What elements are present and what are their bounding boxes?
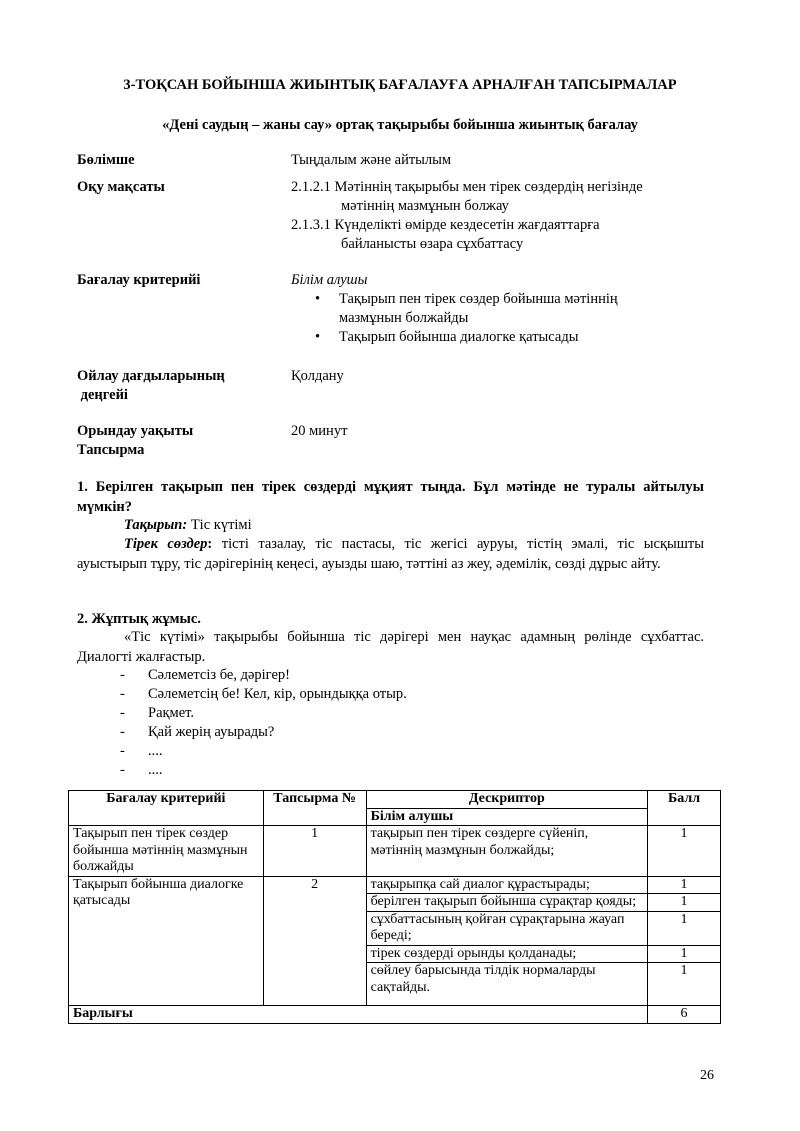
header-task: Тапсырма № (263, 791, 366, 826)
dash-mark: - (120, 667, 125, 683)
dash-mark: - (120, 724, 125, 740)
score-cell: 1 (648, 876, 721, 894)
criteria-1-line-1: Тақырып пен тірек сөздер бойынша мәтіннің (339, 291, 618, 307)
rubric-table (68, 790, 721, 1024)
dash-mark: - (120, 705, 125, 721)
descriptor-cell: берілген тақырып бойынша сұрақтар қояды; (366, 894, 648, 912)
time-label (77, 422, 193, 460)
criteria-1-line-2: мазмұнын болжайды (339, 310, 469, 326)
time-label-line-1: Орындау уақыты (77, 423, 194, 439)
dialogue-text: .... (148, 743, 163, 759)
header-criteria: Бағалау критерийі (69, 791, 264, 826)
score-cell: 1 (648, 945, 721, 963)
bullet-icon: • (315, 329, 321, 345)
objectives-list (291, 178, 711, 254)
topic-value: Тіс күтімі (187, 517, 252, 533)
dash-mark: - (120, 762, 125, 778)
objective-1-line-1: 2.1.2.1 Мәтіннің тақырыбы мен тірек сөздердің негізінде (291, 179, 643, 195)
objective-1-line-2: мәтіннің мазмұнын болжау (341, 198, 509, 214)
descriptor-cell: сұхбаттасының қойған сұрақтарына жауап береді; (366, 911, 648, 945)
section-value: Тыңдалым және айтылым (291, 152, 452, 168)
task1-topic (77, 516, 704, 536)
bullet-icon: • (315, 291, 321, 307)
criteria-cell: Тақырып пен тірек сөздер бойынша мәтіннің мазмұнын болжайды (69, 826, 264, 877)
descriptor-cell: тақырып пен тірек сөздерге сүйеніп, мәтіннің мазмұнын болжайды; (366, 826, 648, 877)
descriptor-cell: тақырыпқа сай диалог құрастырады; (366, 876, 648, 894)
criteria-label: Бағалау критерийі (77, 272, 201, 288)
section-label: Бөлімше (77, 152, 135, 168)
header-learner: Білім алушы (366, 808, 648, 826)
total-value: 6 (648, 1006, 721, 1024)
objective-2-line-2: байланысты өзара сұхбаттасу (341, 236, 524, 252)
criteria-bullet-1 (315, 290, 715, 330)
task2-heading: 2. Жұптық жұмыс. (77, 611, 201, 627)
task-cell: 2 (263, 876, 366, 1006)
task1-heading: 1. Берілген тақырып пен тірек сөздерді мұқият тыңда. Бұл мәтінде не туралы айтылуы мүмкін? (77, 479, 704, 515)
criteria-bullet-2 (315, 328, 715, 348)
dash-mark: - (120, 743, 125, 759)
page-title: 3-ТОҚСАН БОЙЫНША ЖИЫНТЫҚ БАҒАЛАУҒА АРНАЛҒАН ТАПСЫРМАЛАР (123, 77, 677, 93)
keywords-label: Тірек сөздер (124, 536, 208, 552)
dialogue-text: Сәлеметсің бе! Кел, кір, орындыққа отыр. (148, 686, 407, 702)
table-total-row (69, 1006, 721, 1024)
keywords-colon: : (207, 536, 213, 552)
task1-keywords (77, 535, 704, 574)
criteria-cell: Тақырып бойынша диалогке қатысады (69, 876, 264, 1006)
table-row (69, 826, 721, 877)
header-score: Балл (648, 791, 721, 826)
time-value: 20 минут (291, 423, 348, 439)
descriptor-cell: тірек сөздерді орынды қолданады; (366, 945, 648, 963)
criteria-2-text: Тақырып бойынша диалогке қатысады (339, 329, 579, 345)
dash-mark: - (120, 686, 125, 702)
thinking-label (77, 367, 225, 405)
page-subtitle: «Дені саудың – жаны сау» ортақ тақырыбы бойынша жиынтық бағалау (162, 117, 638, 133)
score-cell: 1 (648, 894, 721, 912)
dialogue-text: Сәлеметсіз бе, дәрігер! (148, 667, 290, 683)
dialogue-text: .... (148, 762, 163, 778)
task-cell: 1 (263, 826, 366, 877)
task2-text: «Тіс күтімі» тақырыбы бойынша тіс дәрігері мен науқас адамның рөлінде сұхбаттас. Диалогті жалғастыр. (77, 629, 704, 665)
topic-label: Тақырып: (124, 517, 188, 533)
total-label: Барлығы (69, 1006, 648, 1024)
score-cell: 1 (648, 826, 721, 877)
thinking-label-line-2: деңгейі (77, 387, 128, 403)
thinking-value: Қолдану (291, 368, 344, 384)
dialogue-text: Қай жерің ауырады? (148, 724, 275, 740)
task-label: Тапсырма (77, 442, 145, 458)
descriptor-cell: сөйлеу барысында тілдік нормаларды сақтайды. (366, 963, 648, 1006)
table-header-row (69, 791, 721, 809)
criteria-intro: Білім алушы (291, 272, 368, 288)
keywords-value: тісті тазалау, тіс пастасы, тіс жегісі ауруы, тістің эмалі, тіс ысқышты ауыстырып тұру, тіс дәрігерінің кеңесі, ауызды шаю, тәттіні аз жеу, әдемілік, сөзді дұрыс айту. (77, 536, 704, 572)
score-cell: 1 (648, 963, 721, 1006)
objective-2-line-1: 2.1.3.1 Күнделікті өмірде кездесетін жағдаяттарға (291, 217, 600, 233)
score-cell: 1 (648, 911, 721, 945)
header-descriptor: Дескриптор (366, 791, 648, 809)
objective-label: Оқу мақсаты (77, 179, 165, 195)
table-row (69, 876, 721, 894)
page-number: 26 (700, 1068, 714, 1083)
dialogue-text: Рақмет. (148, 705, 195, 721)
thinking-label-line-1: Ойлау дағдыларының (77, 368, 225, 384)
